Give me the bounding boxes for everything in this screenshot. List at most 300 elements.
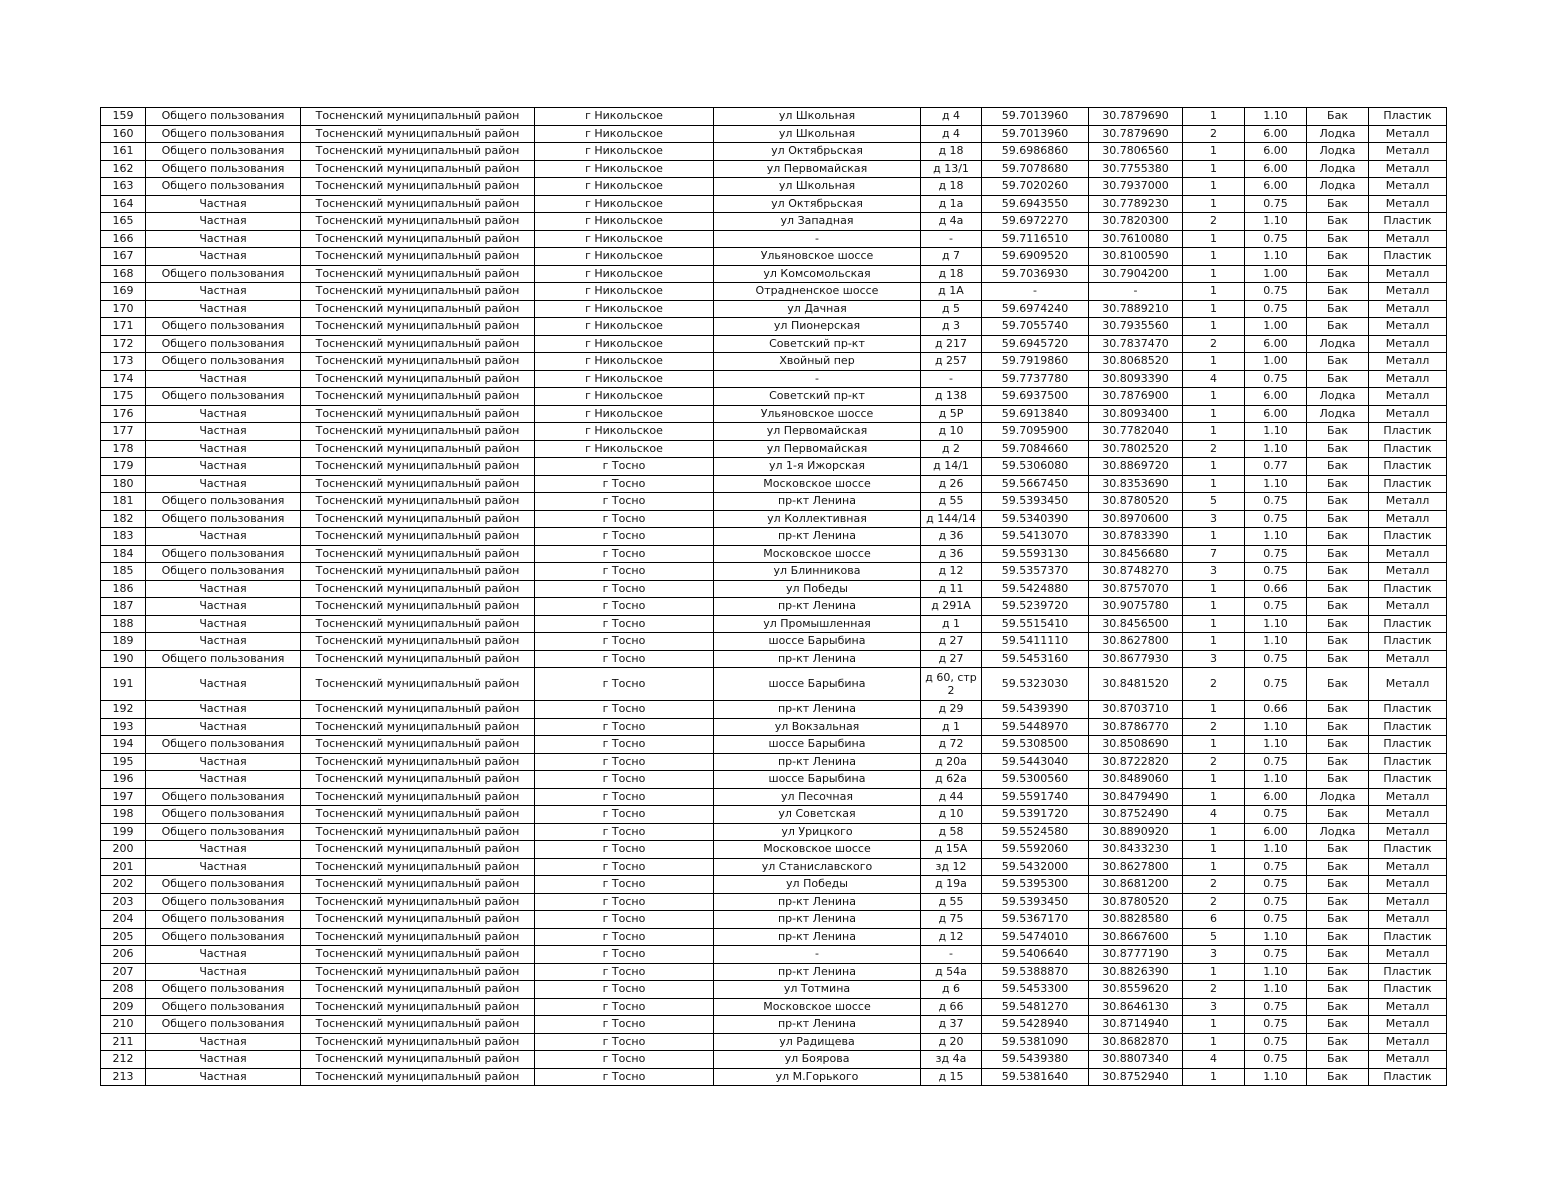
row-number-cell: 204 [101,911,146,929]
settlement-cell: г Никольское [535,300,714,318]
container-material-cell: Пластик [1369,528,1447,546]
ownership-cell: Общего пользования [146,493,301,511]
street-cell: ул Урицкого [714,823,921,841]
house-cell: д 27 [921,633,982,651]
longitude-cell: - [1089,283,1183,301]
row-number-cell: 205 [101,928,146,946]
district-cell: Тосненский муниципальный район [301,841,535,859]
house-cell: д 144/14 [921,510,982,528]
ownership-cell: Частная [146,458,301,476]
house-cell: д 20 [921,1033,982,1051]
container-material-cell: Пластик [1369,1068,1447,1086]
table-row [101,230,1447,248]
house-cell: д 29 [921,701,982,719]
latitude-cell: 59.6937500 [982,388,1089,406]
district-cell: Тосненский муниципальный район [301,475,535,493]
latitude-cell: 59.6974240 [982,300,1089,318]
house-cell: д 55 [921,493,982,511]
district-cell: Тосненский муниципальный район [301,946,535,964]
longitude-cell: 30.8433230 [1089,841,1183,859]
table-row [101,195,1447,213]
latitude-cell: 59.7036930 [982,265,1089,283]
container-volume-cell: 0.75 [1245,650,1307,668]
house-cell: д 257 [921,353,982,371]
house-cell: д 1А [921,283,982,301]
street-cell: - [714,230,921,248]
house-cell: зд 12 [921,858,982,876]
house-cell: д 4а [921,213,982,231]
street-cell: шоссе Барыбина [714,668,921,701]
district-cell: Тосненский муниципальный район [301,580,535,598]
ownership-cell: Частная [146,668,301,701]
house-cell: д 75 [921,911,982,929]
container-count-cell: 1 [1183,248,1245,266]
street-cell: пр-кт Ленина [714,493,921,511]
latitude-cell: 59.5391720 [982,806,1089,824]
district-cell: Тосненский муниципальный район [301,788,535,806]
container-type-cell: Бак [1307,1068,1369,1086]
container-type-cell: Бак [1307,283,1369,301]
container-material-cell: Металл [1369,911,1447,929]
row-number-cell: 166 [101,230,146,248]
table-row [101,981,1447,999]
ownership-cell: Общего пользования [146,788,301,806]
container-type-cell: Бак [1307,1016,1369,1034]
container-volume-cell: 6.00 [1245,125,1307,143]
longitude-cell: 30.7935560 [1089,318,1183,336]
house-cell: д 58 [921,823,982,841]
container-count-cell: 1 [1183,633,1245,651]
table-row [101,841,1447,859]
container-material-cell: Металл [1369,178,1447,196]
longitude-cell: 30.7837470 [1089,335,1183,353]
container-volume-cell: 0.75 [1245,300,1307,318]
settlement-cell: г Тосно [535,458,714,476]
container-count-cell: 3 [1183,510,1245,528]
district-cell: Тосненский муниципальный район [301,458,535,476]
longitude-cell: 30.8890920 [1089,823,1183,841]
ownership-cell: Частная [146,475,301,493]
row-number-cell: 173 [101,353,146,371]
container-type-cell: Бак [1307,108,1369,126]
row-number-cell: 193 [101,718,146,736]
container-volume-cell: 6.00 [1245,823,1307,841]
ownership-cell: Общего пользования [146,1016,301,1034]
container-type-cell: Бак [1307,248,1369,266]
container-type-cell: Бак [1307,876,1369,894]
longitude-cell: 30.8826390 [1089,963,1183,981]
container-type-cell: Бак [1307,353,1369,371]
row-number-cell: 165 [101,213,146,231]
ownership-cell: Частная [146,1033,301,1051]
ownership-cell: Частная [146,633,301,651]
container-count-cell: 1 [1183,841,1245,859]
street-cell: ул Первомайская [714,160,921,178]
longitude-cell: 30.8714940 [1089,1016,1183,1034]
district-cell: Тосненский муниципальный район [301,353,535,371]
street-cell: ул Победы [714,580,921,598]
table-row [101,788,1447,806]
house-cell: д 18 [921,143,982,161]
container-count-cell: 1 [1183,771,1245,789]
container-material-cell: Металл [1369,598,1447,616]
container-sites-table [100,107,1447,1086]
container-material-cell: Металл [1369,265,1447,283]
row-number-cell: 201 [101,858,146,876]
container-type-cell: Бак [1307,580,1369,598]
ownership-cell: Общего пользования [146,563,301,581]
container-count-cell: 6 [1183,911,1245,929]
table-row [101,563,1447,581]
longitude-cell: 30.7937000 [1089,178,1183,196]
container-material-cell: Металл [1369,493,1447,511]
settlement-cell: г Никольское [535,370,714,388]
latitude-cell: 59.5667450 [982,475,1089,493]
container-type-cell: Бак [1307,598,1369,616]
street-cell: - [714,370,921,388]
street-cell: ул Радищева [714,1033,921,1051]
container-type-cell: Бак [1307,701,1369,719]
row-number-cell: 188 [101,615,146,633]
street-cell: пр-кт Ленина [714,753,921,771]
district-cell: Тосненский муниципальный район [301,563,535,581]
container-type-cell: Бак [1307,213,1369,231]
settlement-cell: г Тосно [535,598,714,616]
container-material-cell: Металл [1369,876,1447,894]
street-cell: ул Песочная [714,788,921,806]
latitude-cell: 59.5443040 [982,753,1089,771]
district-cell: Тосненский муниципальный район [301,318,535,336]
settlement-cell: г Тосно [535,528,714,546]
longitude-cell: 30.8559620 [1089,981,1183,999]
street-cell: Отрадненское шоссе [714,283,921,301]
latitude-cell: 59.7078680 [982,160,1089,178]
ownership-cell: Частная [146,300,301,318]
row-number-cell: 176 [101,405,146,423]
district-cell: Тосненский муниципальный район [301,335,535,353]
table-row [101,510,1447,528]
row-number-cell: 186 [101,580,146,598]
house-cell: д 66 [921,998,982,1016]
container-material-cell: Металл [1369,823,1447,841]
table-row [101,718,1447,736]
container-count-cell: 1 [1183,615,1245,633]
ownership-cell: Общего пользования [146,736,301,754]
ownership-cell: Общего пользования [146,650,301,668]
row-number-cell: 171 [101,318,146,336]
house-cell: д 20а [921,753,982,771]
street-cell: ул Западная [714,213,921,231]
container-volume-cell: 0.75 [1245,563,1307,581]
longitude-cell: 30.8780520 [1089,893,1183,911]
longitude-cell: 30.8100590 [1089,248,1183,266]
container-type-cell: Бак [1307,668,1369,701]
latitude-cell: 59.5323030 [982,668,1089,701]
district-cell: Тосненский муниципальный район [301,230,535,248]
ownership-cell: Частная [146,440,301,458]
container-count-cell: 1 [1183,353,1245,371]
longitude-cell: 30.7879690 [1089,125,1183,143]
district-cell: Тосненский муниципальный район [301,423,535,441]
container-volume-cell: 1.10 [1245,248,1307,266]
row-number-cell: 197 [101,788,146,806]
street-cell: Советский пр-кт [714,388,921,406]
street-cell: ул Станиславского [714,858,921,876]
latitude-cell: 59.5367170 [982,911,1089,929]
row-number-cell: 211 [101,1033,146,1051]
container-type-cell: Бак [1307,300,1369,318]
settlement-cell: г Тосно [535,788,714,806]
container-material-cell: Пластик [1369,475,1447,493]
container-volume-cell: 1.10 [1245,963,1307,981]
ownership-cell: Частная [146,718,301,736]
district-cell: Тосненский муниципальный район [301,493,535,511]
longitude-cell: 30.7876900 [1089,388,1183,406]
street-cell: шоссе Барыбина [714,736,921,754]
district-cell: Тосненский муниципальный район [301,178,535,196]
settlement-cell: г Тосно [535,510,714,528]
container-volume-cell: 0.75 [1245,1016,1307,1034]
longitude-cell: 30.8479490 [1089,788,1183,806]
ownership-cell: Частная [146,370,301,388]
latitude-cell: 59.7919860 [982,353,1089,371]
table-row [101,458,1447,476]
row-number-cell: 190 [101,650,146,668]
container-material-cell: Металл [1369,195,1447,213]
longitude-cell: 30.8627800 [1089,633,1183,651]
container-material-cell: Пластик [1369,458,1447,476]
district-cell: Тосненский муниципальный район [301,195,535,213]
container-count-cell: 2 [1183,981,1245,999]
container-count-cell: 1 [1183,475,1245,493]
longitude-cell: 30.8752940 [1089,1068,1183,1086]
table-row [101,125,1447,143]
container-type-cell: Бак [1307,318,1369,336]
settlement-cell: г Тосно [535,718,714,736]
latitude-cell: 59.6945720 [982,335,1089,353]
ownership-cell: Общего пользования [146,318,301,336]
container-type-cell: Бак [1307,423,1369,441]
street-cell: Московское шоссе [714,475,921,493]
table-row [101,440,1447,458]
longitude-cell: 30.7820300 [1089,213,1183,231]
street-cell: ул 1-я Ижорская [714,458,921,476]
latitude-cell: 59.5357370 [982,563,1089,581]
street-cell: пр-кт Ленина [714,598,921,616]
row-number-cell: 184 [101,545,146,563]
district-cell: Тосненский муниципальный район [301,633,535,651]
container-material-cell: Пластик [1369,615,1447,633]
table-row [101,615,1447,633]
latitude-cell: 59.5413070 [982,528,1089,546]
container-material-cell: Пластик [1369,981,1447,999]
street-cell: ул Промышленная [714,615,921,633]
container-count-cell: 4 [1183,370,1245,388]
house-cell: д 36 [921,528,982,546]
ownership-cell: Частная [146,858,301,876]
row-number-cell: 210 [101,1016,146,1034]
container-type-cell: Лодка [1307,788,1369,806]
settlement-cell: г Тосно [535,963,714,981]
house-cell: д 11 [921,580,982,598]
district-cell: Тосненский муниципальный район [301,668,535,701]
house-cell: д 72 [921,736,982,754]
latitude-cell: 59.5439380 [982,1051,1089,1069]
settlement-cell: г Тосно [535,701,714,719]
table-row [101,928,1447,946]
container-material-cell: Металл [1369,946,1447,964]
container-material-cell: Металл [1369,893,1447,911]
row-number-cell: 208 [101,981,146,999]
container-type-cell: Бак [1307,195,1369,213]
container-count-cell: 1 [1183,598,1245,616]
house-cell: д 44 [921,788,982,806]
table-row [101,753,1447,771]
street-cell: Московское шоссе [714,998,921,1016]
row-number-cell: 185 [101,563,146,581]
container-type-cell: Лодка [1307,178,1369,196]
latitude-cell: 59.5393450 [982,493,1089,511]
container-volume-cell: 1.10 [1245,213,1307,231]
house-cell: д 15А [921,841,982,859]
row-number-cell: 207 [101,963,146,981]
latitude-cell: 59.5300560 [982,771,1089,789]
longitude-cell: 30.8682870 [1089,1033,1183,1051]
street-cell: пр-кт Ленина [714,528,921,546]
longitude-cell: 30.8783390 [1089,528,1183,546]
latitude-cell: 59.5306080 [982,458,1089,476]
container-count-cell: 2 [1183,440,1245,458]
settlement-cell: г Тосно [535,1068,714,1086]
container-count-cell: 1 [1183,283,1245,301]
row-number-cell: 163 [101,178,146,196]
row-number-cell: 200 [101,841,146,859]
street-cell: пр-кт Ленина [714,893,921,911]
container-count-cell: 4 [1183,1051,1245,1069]
row-number-cell: 212 [101,1051,146,1069]
container-type-cell: Бак [1307,633,1369,651]
house-cell: д 10 [921,423,982,441]
latitude-cell: 59.6913840 [982,405,1089,423]
longitude-cell: 30.7755380 [1089,160,1183,178]
container-count-cell: 1 [1183,528,1245,546]
settlement-cell: г Никольское [535,230,714,248]
latitude-cell: 59.5411110 [982,633,1089,651]
container-volume-cell: 0.75 [1245,1033,1307,1051]
house-cell: д 62а [921,771,982,789]
container-type-cell: Бак [1307,998,1369,1016]
table-row [101,771,1447,789]
container-type-cell: Бак [1307,893,1369,911]
longitude-cell: 30.8353690 [1089,475,1183,493]
row-number-cell: 191 [101,668,146,701]
container-type-cell: Лодка [1307,125,1369,143]
container-count-cell: 1 [1183,736,1245,754]
longitude-cell: 30.8786770 [1089,718,1183,736]
container-type-cell: Лодка [1307,143,1369,161]
ownership-cell: Частная [146,283,301,301]
house-cell: д 27 [921,650,982,668]
settlement-cell: г Тосно [535,858,714,876]
district-cell: Тосненский муниципальный район [301,823,535,841]
settlement-cell: г Тосно [535,736,714,754]
container-material-cell: Металл [1369,370,1447,388]
table-row [101,598,1447,616]
district-cell: Тосненский муниципальный район [301,718,535,736]
longitude-cell: 30.7806560 [1089,143,1183,161]
container-count-cell: 2 [1183,876,1245,894]
container-count-cell: 1 [1183,1016,1245,1034]
settlement-cell: г Никольское [535,125,714,143]
latitude-cell: 59.5453160 [982,650,1089,668]
table-row [101,580,1447,598]
settlement-cell: г Тосно [535,633,714,651]
table-row [101,893,1447,911]
container-material-cell: Пластик [1369,718,1447,736]
settlement-cell: г Тосно [535,563,714,581]
settlement-cell: г Никольское [535,353,714,371]
longitude-cell: 30.8970600 [1089,510,1183,528]
ownership-cell: Общего пользования [146,335,301,353]
house-cell: д 4 [921,108,982,126]
longitude-cell: 30.8748270 [1089,563,1183,581]
latitude-cell: 59.7013960 [982,108,1089,126]
container-type-cell: Бак [1307,528,1369,546]
table-row [101,300,1447,318]
district-cell: Тосненский муниципальный район [301,160,535,178]
table-row [101,160,1447,178]
settlement-cell: г Никольское [535,195,714,213]
ownership-cell: Частная [146,423,301,441]
row-number-cell: 172 [101,335,146,353]
longitude-cell: 30.8456680 [1089,545,1183,563]
ownership-cell: Частная [146,230,301,248]
longitude-cell: 30.8828580 [1089,911,1183,929]
latitude-cell: 59.6943550 [982,195,1089,213]
latitude-cell: 59.5515410 [982,615,1089,633]
longitude-cell: 30.7610080 [1089,230,1183,248]
longitude-cell: 30.8757070 [1089,580,1183,598]
longitude-cell: 30.8481520 [1089,668,1183,701]
settlement-cell: г Тосно [535,493,714,511]
container-material-cell: Пластик [1369,248,1447,266]
container-type-cell: Лодка [1307,160,1369,178]
street-cell: шоссе Барыбина [714,771,921,789]
container-material-cell: Металл [1369,388,1447,406]
container-type-cell: Бак [1307,475,1369,493]
table-row [101,318,1447,336]
container-count-cell: 1 [1183,388,1245,406]
ownership-cell: Частная [146,528,301,546]
settlement-cell: г Никольское [535,178,714,196]
container-count-cell: 1 [1183,788,1245,806]
container-material-cell: Металл [1369,283,1447,301]
table-row [101,823,1447,841]
ownership-cell: Общего пользования [146,981,301,999]
ownership-cell: Частная [146,195,301,213]
container-count-cell: 2 [1183,893,1245,911]
district-cell: Тосненский муниципальный район [301,283,535,301]
container-type-cell: Бак [1307,928,1369,946]
row-number-cell: 164 [101,195,146,213]
latitude-cell: 59.5592060 [982,841,1089,859]
latitude-cell: 59.5406640 [982,946,1089,964]
row-number-cell: 209 [101,998,146,1016]
container-volume-cell: 1.10 [1245,736,1307,754]
container-count-cell: 1 [1183,823,1245,841]
ownership-cell: Частная [146,753,301,771]
settlement-cell: г Никольское [535,265,714,283]
